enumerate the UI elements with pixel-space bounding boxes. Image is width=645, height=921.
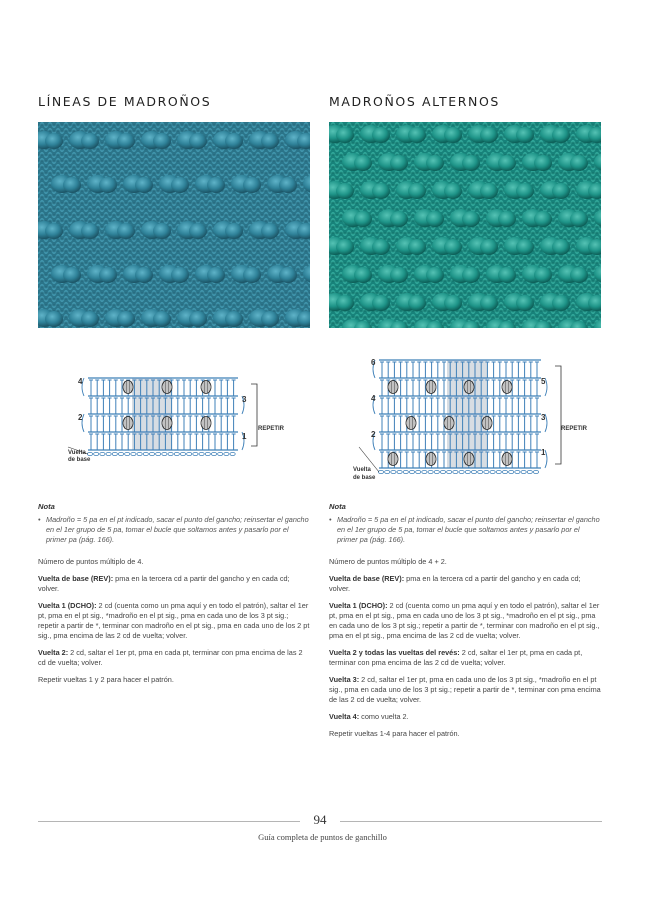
bobble (279, 177, 297, 193)
bobble (498, 211, 516, 227)
left-base-label-1: Vuelta (68, 450, 86, 456)
bobble (570, 267, 588, 283)
bobble (117, 311, 135, 327)
right-paragraph-3: Vuelta 2 y todas las vueltas del revés: 2 cd, saltar el 1er pt, pma en cada pt, terminar con pma encima de las 2 cd de vuelta; volver. (329, 648, 583, 667)
bobble (390, 155, 408, 171)
left-instructions (38, 502, 310, 685)
bobble (390, 211, 408, 227)
bobble (336, 127, 354, 143)
bobble (372, 183, 390, 199)
bobble (408, 183, 426, 199)
right-paragraph-5: Vuelta 4: como vuelta 2. (329, 712, 409, 721)
bobble (408, 295, 426, 311)
bobble (552, 239, 570, 255)
bobble (63, 177, 81, 193)
bobble (336, 239, 354, 255)
bobble (354, 267, 372, 283)
right-row-number-4: 4 (371, 394, 376, 403)
right-paragraph-0: Número de puntos múltiplo de 4 + 2. (329, 557, 447, 566)
bobble (153, 223, 171, 239)
left-row-number-4: 4 (78, 377, 83, 386)
bobble (444, 127, 462, 143)
bobble (480, 295, 498, 311)
bobble (171, 177, 189, 193)
right-paragraph-2: Vuelta 1 (DCHO): 2 cd (cuenta como un pma aquí y en todo el patrón), saltar el 1er pt, pma en el pt sig., pma en cada uno de los 3 pt sig., *madroño en el pt sig., pma en cada uno de los 3 pt sig.; repetir a partir de *, terminar con madroño en el pt sig., pma en el pt sig., pma encima de las 2 cd de vuelta; volver. (329, 601, 600, 640)
bobble (534, 211, 552, 227)
left-row-number-2: 2 (78, 413, 83, 422)
left-paragraph-1: Vuelta de base (REV): pma en la tercera cd a partir del gancho y en cada cd; volver. (38, 574, 290, 593)
bobble (372, 239, 390, 255)
left-paragraph-4: Repetir vueltas 1 y 2 para hacer el patrón. (38, 675, 174, 684)
right-note-title: Nota (329, 502, 346, 511)
bobble (81, 223, 99, 239)
bobble (372, 295, 390, 311)
bobble (81, 133, 99, 149)
bobble (480, 239, 498, 255)
left-paragraph-0: Número de puntos múltiplo de 4. (38, 557, 144, 566)
page-number: 94 (300, 812, 340, 828)
left-paragraph-3: Vuelta 2: 2 cd, saltar el 1er pt, pma en cada pt, terminar con pma encima de las 2 cd de vuelta; volver. (38, 648, 303, 667)
left-repeat-label: REPETIR (258, 426, 285, 432)
bobble (171, 267, 189, 283)
right-paragraph-4: Vuelta 3: 2 cd, saltar el 1er pt, pma en cada uno de los 3 pt sig., *madroño en el pt sig., pma en cada uno de los 3 pt sig.; repetir a partir de *, terminar con pma encima de las 2 cd de vuelta; volver. (329, 675, 601, 704)
bobble (534, 155, 552, 171)
left-paragraph-2: Vuelta 1 (DCHO): 2 cd (cuenta como un pma aquí y en todo el patrón), saltar el 1er pt, pma en el pt sig., *madroño en el pt sig., pma en cada uno de los 3 pt sig.; repetir a partir de *, terminar con madroño en el pt sig., pma en cada uno de los 2 pt sig., pma encima de las 2 cd de vuelta; volver. (38, 601, 310, 640)
bobble (570, 155, 588, 171)
right-note-text: Madroño = 5 pa en el pt indicado, sacar el punto del gancho; reinsertar el gancho en el 1er grupo de 5 pa, tomar el bucle que soltamos antes y pasarlo por el primer pa (pág. 166). (337, 515, 600, 544)
bobble (99, 177, 117, 193)
bobble (516, 183, 534, 199)
left-base-label-2: de base (68, 457, 91, 463)
bobble (570, 211, 588, 227)
bobble (426, 211, 444, 227)
diagram-grid (68, 378, 257, 456)
right-paragraph-6: Repetir vueltas 1-4 para hacer el patrón. (329, 729, 460, 738)
bobble (534, 267, 552, 283)
bobble (63, 267, 81, 283)
right-row-number-5: 5 (541, 377, 546, 386)
bobble (225, 223, 243, 239)
bobble (498, 155, 516, 171)
bobble (354, 211, 372, 227)
bobble (117, 133, 135, 149)
bobble (189, 133, 207, 149)
right-base-label-1: Vuelta (353, 467, 371, 473)
bobble (408, 239, 426, 255)
right-row-number-2: 2 (371, 430, 376, 439)
bobble (498, 267, 516, 283)
left-note-title: Nota (38, 502, 55, 511)
bobble (207, 267, 225, 283)
right-stitch-title: MADROÑOS ALTERNOS (329, 94, 500, 109)
left-swatch-image (38, 122, 310, 328)
right-row-number-3: 3 (541, 413, 546, 422)
bobble (426, 155, 444, 171)
right-swatch-image (329, 122, 601, 328)
bobble (81, 311, 99, 327)
left-swatch-photo (38, 122, 310, 328)
bobble (135, 267, 153, 283)
bobble (444, 295, 462, 311)
bobble (153, 311, 171, 327)
bobble (279, 267, 297, 283)
bobble (516, 127, 534, 143)
bobble (408, 127, 426, 143)
bobble (225, 133, 243, 149)
bobble (261, 223, 279, 239)
right-repeat-label: REPETIR (561, 426, 588, 432)
right-row-number-6: 6 (371, 358, 376, 367)
left-note-item (38, 515, 310, 545)
bobble (45, 133, 63, 149)
left-note-bullet: • (38, 515, 41, 524)
bobble (45, 311, 63, 327)
left-stitch-diagram (38, 350, 310, 490)
bobble (426, 267, 444, 283)
diagram-grid (359, 360, 561, 474)
bobble (261, 311, 279, 327)
bobble (153, 133, 171, 149)
bobble (372, 127, 390, 143)
bobble (243, 177, 261, 193)
bobble (207, 177, 225, 193)
bobble (480, 127, 498, 143)
right-row-number-1: 1 (541, 448, 546, 457)
left-stitch-title: LÍNEAS DE MADROÑOS (38, 94, 212, 109)
right-stitch-diagram (329, 350, 601, 490)
bobble (552, 183, 570, 199)
bobble (552, 295, 570, 311)
bobble (480, 183, 498, 199)
bobble (243, 267, 261, 283)
bobble (189, 311, 207, 327)
right-base-label-2: de base (353, 475, 376, 481)
left-note-text: Madroño = 5 pa en el pt indicado, sacar el punto del gancho; reinsertar el gancho en el 1er grupo de 5 pa, tomar el bucle que soltamos antes y pasarlo por el primer pa (pág. 166). (46, 515, 309, 544)
right-swatch-photo (329, 122, 601, 328)
bobble (117, 223, 135, 239)
bobble (189, 223, 207, 239)
bobble (516, 239, 534, 255)
bobble (390, 267, 408, 283)
left-row-number-3: 3 (242, 395, 247, 404)
bobble (225, 311, 243, 327)
bobble (552, 127, 570, 143)
bobble (462, 211, 480, 227)
bobble (135, 177, 153, 193)
right-note-bullet: • (329, 515, 332, 524)
bobble (261, 133, 279, 149)
bobble (336, 183, 354, 199)
bobble (516, 295, 534, 311)
bobble (45, 223, 63, 239)
right-paragraph-1: Vuelta de base (REV): pma en la tercera cd a partir del gancho y en cada cd; volver. (329, 574, 581, 593)
bobble (444, 183, 462, 199)
bobble (99, 267, 117, 283)
left-row-number-1: 1 (242, 432, 247, 441)
bobble (462, 267, 480, 283)
right-note-item (329, 515, 601, 545)
bobble (336, 295, 354, 311)
book-title: Guía completa de puntos de ganchillo (258, 832, 387, 842)
bobble (462, 155, 480, 171)
right-instructions (329, 502, 601, 739)
bobble (354, 155, 372, 171)
bobble (444, 239, 462, 255)
